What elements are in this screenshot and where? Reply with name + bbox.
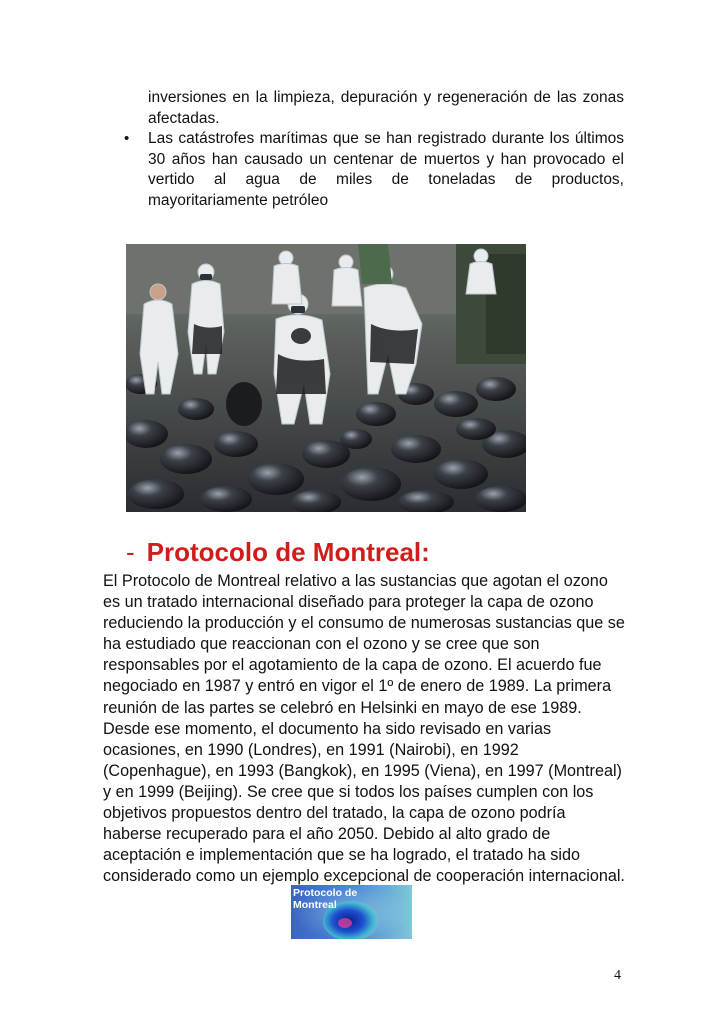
logo-line2: Montreal (293, 899, 337, 911)
section-heading (126, 537, 430, 568)
bullet-marker: • (124, 130, 130, 147)
logo-line1: Protocolo de (293, 887, 358, 899)
heading-title: Protocolo de Montreal: (146, 537, 430, 567)
page-number: 4 (614, 968, 621, 983)
section-body: El Protocolo de Montreal relativo a las sustancias que agotan el ozono es un tratado internacional diseñado para proteger la capa de ozono reduciendo la producción y el consumo de numerosas sustancias que se ha estudiado que reaccionan con el ozono y se cree que son responsables por el agotamiento de la capa de ozono. El acuerdo fue negociado en 1987 y entró en vigor el 1º de enero de 1989. La primera reunión de las partes se celebró en Helsinki en mayo de ese 1989. Desde ese momento, el documento ha sido revisado en varias ocasiones, en 1990 (Londres), en 1991 (Nairobi), en 1992 (Copenhague), en 1993 (Bangkok), en 1995 (Viena), en 1997 (Montreal) y en 1999 (Beijing). Se cree que si todos los países cumplen con los objetivos propuestos dentro del tratado, la capa de ozono podría haberse recuperado para el año 2050. Debido al alto grado de aceptación e implementación que se ha logrado, el tratado ha sido considerado como un ejemplo excepcional de cooperación internacional. (103, 572, 625, 886)
bullet-text: Las catástrofes marítimas que se han registrado durante los últimos 30 años han causado un centenar de muertos y han provocado el vertido al agua de miles de toneladas de productos, mayoritariamente petróleo (148, 130, 624, 209)
montreal-protocol-logo (291, 885, 412, 939)
logo-text (293, 887, 357, 911)
heading-dash: - (126, 537, 135, 567)
continuation-text: inversiones en la limpieza, depuración y regeneración de las zonas afectadas. (148, 89, 624, 127)
oil-spill-cleanup-photo (126, 244, 526, 512)
